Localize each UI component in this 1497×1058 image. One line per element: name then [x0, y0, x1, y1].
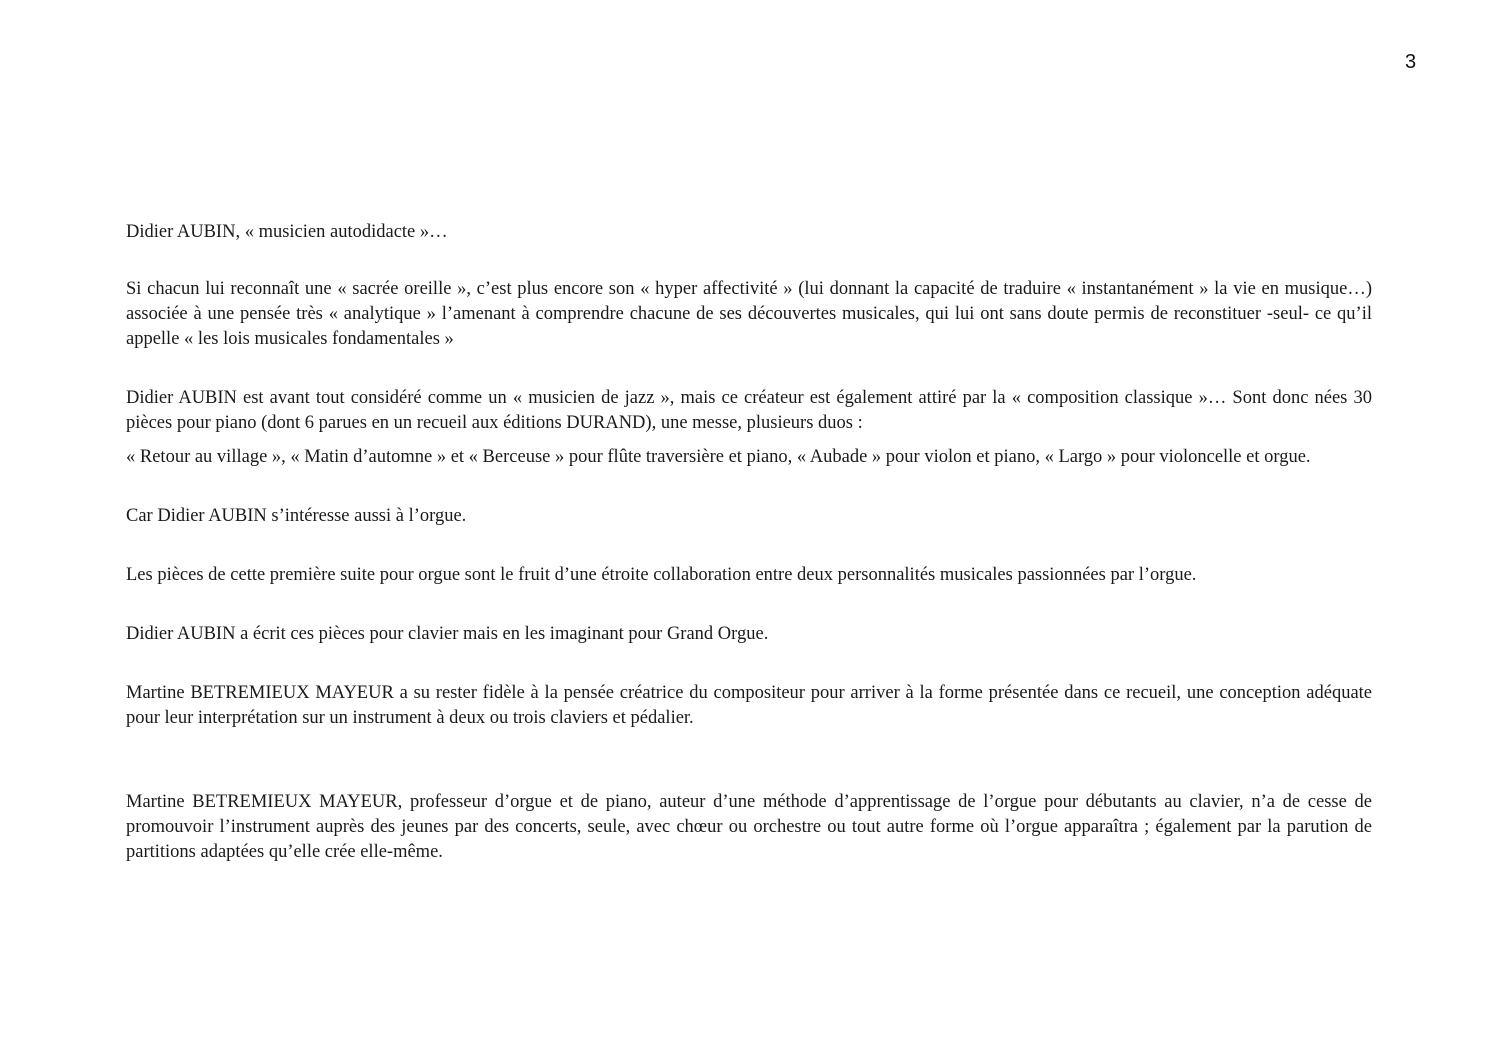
- document-body: [126, 220, 1372, 865]
- paragraph-written-for-keyboard: Didier AUBIN a écrit ces pièces pour clavier mais en les imaginant pour Grand Orgue.: [126, 624, 769, 644]
- paragraph-organ-interest: Car Didier AUBIN s’intéresse aussi à l’orgue.: [126, 506, 467, 526]
- paragraph-suite-collaboration: Les pièces de cette première suite pour orgue sont le fruit d’une étroite collaboration entre deux personnalités musicales passionnées par l’orgue.: [126, 565, 1197, 585]
- paragraph-duos-list: « Retour au village », « Matin d’automne » et « Berceuse » pour flûte traversière et piano, « Aubade » pour violon et piano, « Largo » pour violoncelle et orgue.: [126, 447, 1311, 467]
- paragraph-betremieux-fidelity: Martine BETREMIEUX MAYEUR a su rester fidèle à la pensée créatrice du compositeur pour arriver à la forme présentée dans ce recueil, une conception adéquate pour leur interprétation sur un instrument à deux ou trois claviers et pédalier.: [126, 683, 1372, 728]
- page-number: 3: [1405, 51, 1417, 73]
- paragraph-jazz-composition: Didier AUBIN est avant tout considéré comme un « musicien de jazz », mais ce créateur est également attiré par la « composition classique »… Sont donc nées 30 pièces pour piano (dont 6 parues en un recueil aux éditions DURAND), une messe, plusieurs duos :: [126, 388, 1372, 433]
- paragraph-aubin-ear: Si chacun lui reconnaît une « sacrée oreille », c’est plus encore son « hyper affectivité » (lui donnant la capacité de traduire « instantanément » la vie en musique…) associée à une pensée très « analytique » l’amenant à comprendre chacune de ses découvertes musicales, qui lui ont sans doute permis de reconstituer -seul- ce qu’il appelle « les lois musicales fondamentales »: [126, 279, 1372, 349]
- paragraph-title-line: Didier AUBIN, « musicien autodidacte »…: [126, 222, 448, 242]
- paragraph-betremieux-biography: Martine BETREMIEUX MAYEUR, professeur d’orgue et de piano, auteur d’une méthode d’apprentissage de l’orgue pour débutants au clavier, n’a de cesse de promouvoir l’instrument auprès des jeunes par des concerts, seule, avec chœur ou orchestre ou tout autre forme où l’orgue apparaîtra ; également par la parution de partitions adaptées qu’elle crée elle-même.: [126, 792, 1372, 862]
